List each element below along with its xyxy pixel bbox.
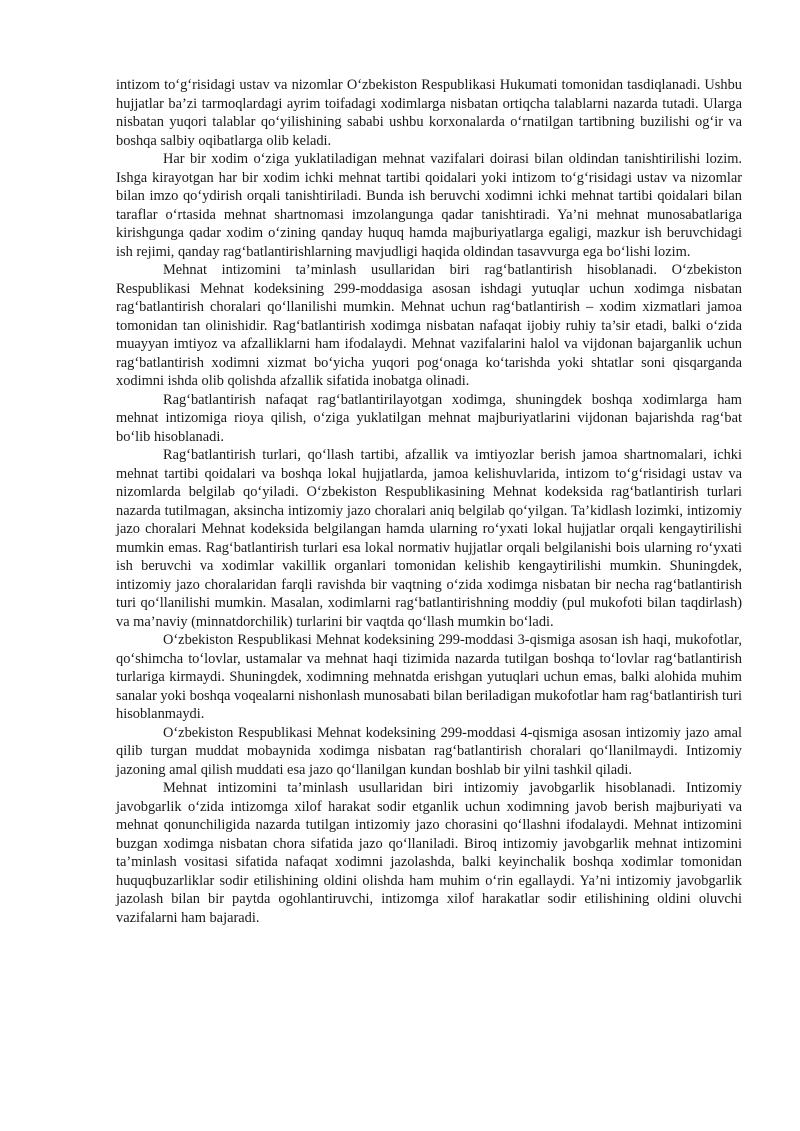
paragraph-incentive-types: Rag‘batlantirish turlari, qo‘llash tartibi, afzallik va imtiyozlar berish jamoa shartnomalari, ichki mehnat tartibi qoidalari va boshqa lokal hujjatlarda, jamoa kelishuvlarida, intizom to‘g‘risidagi ustav va nizomlarda belgilab qo‘yiladi. O‘zbekiston Respublikasining Mehnat kodeksida rag‘batlantirish turlari nazarda tutilmagan, aksincha intizomiy jazo choralari aniq belgilab qo‘yilgan. Ta’kidlash lozimki, intizomiy jazo choralari Mehnat kodeksida belgilangan hamda ularning ro‘yxati lokal hujjatlar orqali kengaytirilishi mumkin emas. Rag‘batlantirish turlari esa lokal normativ hujjatlar orqali belgilanishi bois ularning ro‘yxati ish beruvchi va xodimlar vakillik organlari tomonidan kelishib kengaytirilishi mumkin. Shuningdek, intizomiy jazo choralaridan farqli ravishda bir vaqtning o‘zida xodimga nisbatan bir necha rag‘batlantirish turi qo‘llanilishi mumkin. Masalan, xodimlarni rag‘batlantirishning moddiy (pul mukofoti bilan taqdirlash) va ma’naviy (minnatdorchilik) turlarini bir vaqtda qo‘llash mumkin bo‘ladi. [116,447,742,630]
paragraph-incentive-effect: Rag‘batlantirish nafaqat rag‘batlantirilayotgan xodimga, shuningdek boshqa xodimlarga ham mehnat intizomiga rioya qilish, o‘ziga yuklatilgan mehnat majburiyatlarini vijdonan bajarishda rag‘bat bo‘lib hisoblanadi. [116,391,742,445]
paragraph-employee-familiarization: Har bir xodim o‘ziga yuklatiladigan mehnat vazifalari doirasi bilan oldindan tanishtirilishi lozim. Ishga kirayotgan har bir xodim ichki mehnat tartibi qoidalari yoki intizom to‘g‘risidagi ustav va nizomlar bilan imzo qo‘ydirish orqali tanishtiriladi. Bunda ish beruvchi xodimni ichki mehnat tartibi qoidalari bilan taraflar o‘rtasida mehnat shartnomasi imzolangunga qadar tanishtiradi. Ya’ni mehnat munosabatlariga kirishgunga qadar xodim o‘zining qanday huquq hamda majburiyatlarga egaligi, mazkur ish beruvchidagi ish rejimi, qanday rag‘batlantirishlarning mavjudligi haqida oldindan tasavvurga ega bo‘lishi lozim. [116,151,742,260]
paragraph-continuation: intizom to‘g‘risidagi ustav va nizomlar O‘zbekiston Respublikasi Hukumati tomonidan tasdiqlanadi. Ushbu hujjatlar ba’zi tarmoqlardagi ayrim toifadagi xodimlarga nisbatan ortiqcha talablarni nazarda tutadi. Ularga nisbatan yuqori talablar qo‘yilishining sababi ushbu korxonalarda o‘rnatilgan tartibning buzilishi og‘ir va boshqa salbiy oqibatlarga olib keladi. [116,77,742,149]
paragraph-article-299-part-3: O‘zbekiston Respublikasi Mehnat kodeksining 299-moddasi 3-qismiga asosan ish haqi, mukofotlar, qo‘shimcha to‘lovlar, ustamalar va mehnat haqi tizimida nazarda tutilgan boshqa to‘lovlar rag‘batlantirish turlariga kirmaydi. Shuningdek, xodimning mehnatda erishgan yutuqlari uchun emas, balki alohida muhim sanalar yoki boshqa voqealarni nishonlash munosabati bilan beriladigan mukofotlar ham rag‘batlantirish turi hisoblanmaydi. [116,632,742,722]
paragraph-article-299-part-4: O‘zbekiston Respublikasi Mehnat kodeksining 299-moddasi 4-qismiga asosan intizomiy jazo amal qilib turgan muddat mobaynida xodimga nisbatan rag‘batlantirish choralari qo‘llanilmaydi. Intizomiy jazoning amal qilish muddati esa jazo qo‘llanilgan kundan boshlab bir yilni tashkil qiladi. [116,724,742,778]
document-page [116,76,742,927]
paragraph-disciplinary-liability: Mehnat intizomini ta’minlash usullaridan biri intizomiy javobgarlik hisoblanadi. Intizomiy javobgarlik o‘zida intizomga xilof harakat sodir etganlik uchun xodimning javob berish majburiyati va mehnat qonunchiligida nazarda tutilgan intizomiy jazo chorasini qo‘llashni ifodalaydi. Mehnat intizomini buzgan xodimga nisbatan chora sifatida jazo qo‘llaniladi. Biroq intizomiy javobgarlik mehnat intizomini ta’minlash vositasi sifatida nafaqat xodimni jazolashda, balki keyinchalik boshqa xodimlar tomonidan huquqbuzarliklar sodir etilishining oldini olishda ham muhim o‘rin egallaydi. Ya’ni intizomiy javobgarlik jazolash bilan bir paytda ogohlantiruvchi, intizomga xilof harakatlar sodir etilishining oldini oluvchi vazifalarni ham bajaradi. [116,780,742,926]
paragraph-incentive-methods: Mehnat intizomini ta’minlash usullaridan biri rag‘batlantirish hisoblanadi. O‘zbekiston Respublikasi Mehnat kodeksining 299-moddasiga asosan ishdagi yutuqlar uchun xodimga nisbatan rag‘batlantirish choralari qo‘llanilishi mumkin. Mehnat uchun rag‘batlantirish – xodim xizmatlari jamoa tomonidan tan olinishidir. Rag‘batlantirish xodimga nisbatan nafaqat ijobiy ruhiy ta’sir etadi, balki o‘zida muayyan imtiyoz va afzalliklarni ham ifodalaydi. Mehnat vazifalarini halol va vijdonan bajarganlik uchun rag‘batlantirish xodimni xizmat bo‘yicha yuqori pog‘onaga ko‘tarishda yoki shtatlar soni qisqarganda xodimni ishda olib qolishda afzallik sifatida inobatga olinadi. [116,262,742,389]
